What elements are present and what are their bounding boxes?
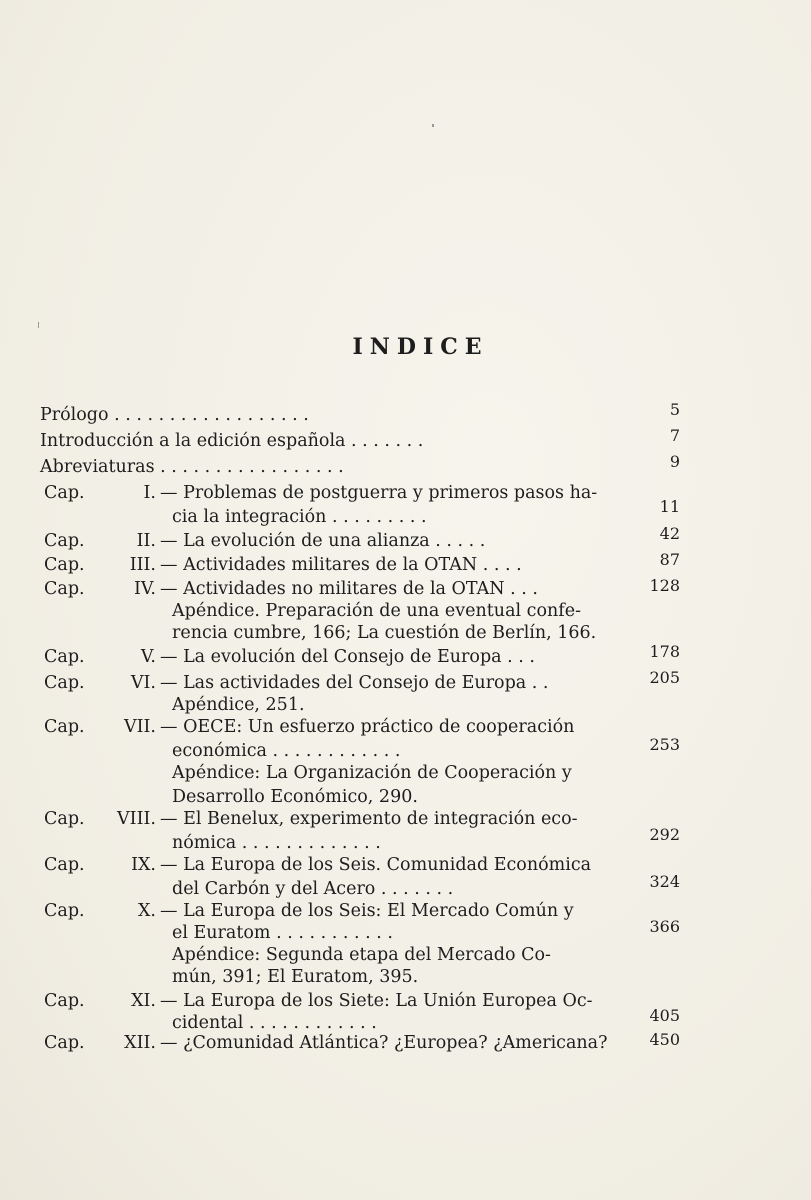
page-number: 405 <box>649 1006 680 1025</box>
page-number: 178 <box>649 642 680 661</box>
toc-entry-line: — El Benelux, experimento de integración eco- <box>160 809 578 829</box>
toc-entry-line: Introducción a la edición española . . . . . . . <box>40 431 424 451</box>
page-title: INDICE <box>352 334 489 360</box>
toc-entry-line: — La evolución de una alianza . . . . . <box>160 531 486 551</box>
chapter-label: Cap. <box>44 809 85 829</box>
toc-entry-line: — La Europa de los Seis: El Mercado Común y <box>160 901 574 921</box>
chapter-label: Cap. <box>44 483 85 503</box>
chapter-number: XI. <box>131 991 156 1011</box>
toc-entry-line: mún, 391; El Euratom, 395. <box>172 967 419 987</box>
chapter-label: Cap. <box>44 855 85 875</box>
chapter-label: Cap. <box>44 531 85 551</box>
chapter-number: V. <box>140 647 156 667</box>
speck <box>432 124 434 127</box>
toc-entry-line: rencia cumbre, 166; La cuestión de Berlín, 166. <box>172 623 597 643</box>
page-number: 7 <box>669 426 680 445</box>
toc-entry-line: el Euratom . . . . . . . . . . . <box>172 923 393 943</box>
chapter-number: II. <box>136 531 156 551</box>
toc-entry-line: económica . . . . . . . . . . . . <box>172 741 401 761</box>
toc-entry-line: Desarrollo Económico, 290. <box>172 787 418 807</box>
page-number: 205 <box>649 668 680 687</box>
chapter-number: III. <box>129 555 156 575</box>
toc-entry-line: — Problemas de postguerra y primeros pasos ha- <box>160 483 598 503</box>
toc-entry-line: nómica . . . . . . . . . . . . . <box>172 833 381 853</box>
toc-entry-line: — OECE: Un esfuerzo práctico de cooperación <box>160 717 575 737</box>
page-number: 450 <box>649 1030 680 1049</box>
chapter-number: IV. <box>133 579 156 599</box>
chapter-number: XII. <box>124 1033 156 1053</box>
chapter-label: Cap. <box>44 1033 85 1053</box>
page-number: 5 <box>669 400 680 419</box>
page-number: 42 <box>659 524 680 543</box>
chapter-number: VIII. <box>117 809 156 829</box>
page-number: 324 <box>649 872 680 891</box>
toc-entry-line: — ¿Comunidad Atlántica? ¿Europea? ¿Americana? <box>160 1033 608 1053</box>
chapter-label: Cap. <box>44 555 85 575</box>
toc-entry-line: — Las actividades del Consejo de Europa . . <box>160 673 549 693</box>
page-number: 366 <box>649 917 680 936</box>
chapter-number: VII. <box>123 717 156 737</box>
chapter-label: Cap. <box>44 901 85 921</box>
toc-entry-line: — La evolución del Consejo de Europa . . . <box>160 647 535 667</box>
toc-entry-line: Apéndice: La Organización de Cooperación y <box>172 763 572 783</box>
page-number: 87 <box>659 550 680 569</box>
page-number: 253 <box>649 735 680 754</box>
toc-entry-line: — La Europa de los Siete: La Unión Europea Oc- <box>160 991 593 1011</box>
page-number: 11 <box>659 497 680 516</box>
toc-entry-line: Apéndice: Segunda etapa del Mercado Co- <box>172 945 551 965</box>
page-number: 9 <box>669 452 680 471</box>
toc-entry-line: — Actividades militares de la OTAN . . . . <box>160 555 522 575</box>
chapter-number: IX. <box>131 855 156 875</box>
chapter-label: Cap. <box>44 673 85 693</box>
chapter-number: VI. <box>130 673 156 693</box>
toc-entry-line: — Actividades no militares de la OTAN . . . <box>160 579 538 599</box>
toc-entry-line: — La Europa de los Seis. Comunidad Económica <box>160 855 592 875</box>
toc-entry-line: del Carbón y del Acero . . . . . . . <box>172 879 454 899</box>
chapter-label: Cap. <box>44 991 85 1011</box>
chapter-number: I. <box>143 483 156 503</box>
chapter-label: Cap. <box>44 579 85 599</box>
toc-entry-line: Apéndice. Preparación de una eventual confe- <box>172 601 582 621</box>
toc-entry-line: cia la integración . . . . . . . . . <box>172 507 427 527</box>
page-number: 292 <box>649 825 680 844</box>
chapter-label: Cap. <box>44 647 85 667</box>
page-number: 128 <box>649 576 680 595</box>
toc-entry-line: cidental . . . . . . . . . . . . <box>172 1013 377 1033</box>
chapter-number: X. <box>137 901 156 921</box>
speck <box>38 322 39 328</box>
toc-entry-line: Abreviaturas . . . . . . . . . . . . . . . . . <box>40 457 344 477</box>
chapter-label: Cap. <box>44 717 85 737</box>
toc-entry-line: Apéndice, 251. <box>172 695 305 715</box>
toc-entry-line: Prólogo . . . . . . . . . . . . . . . . . . <box>40 405 309 425</box>
